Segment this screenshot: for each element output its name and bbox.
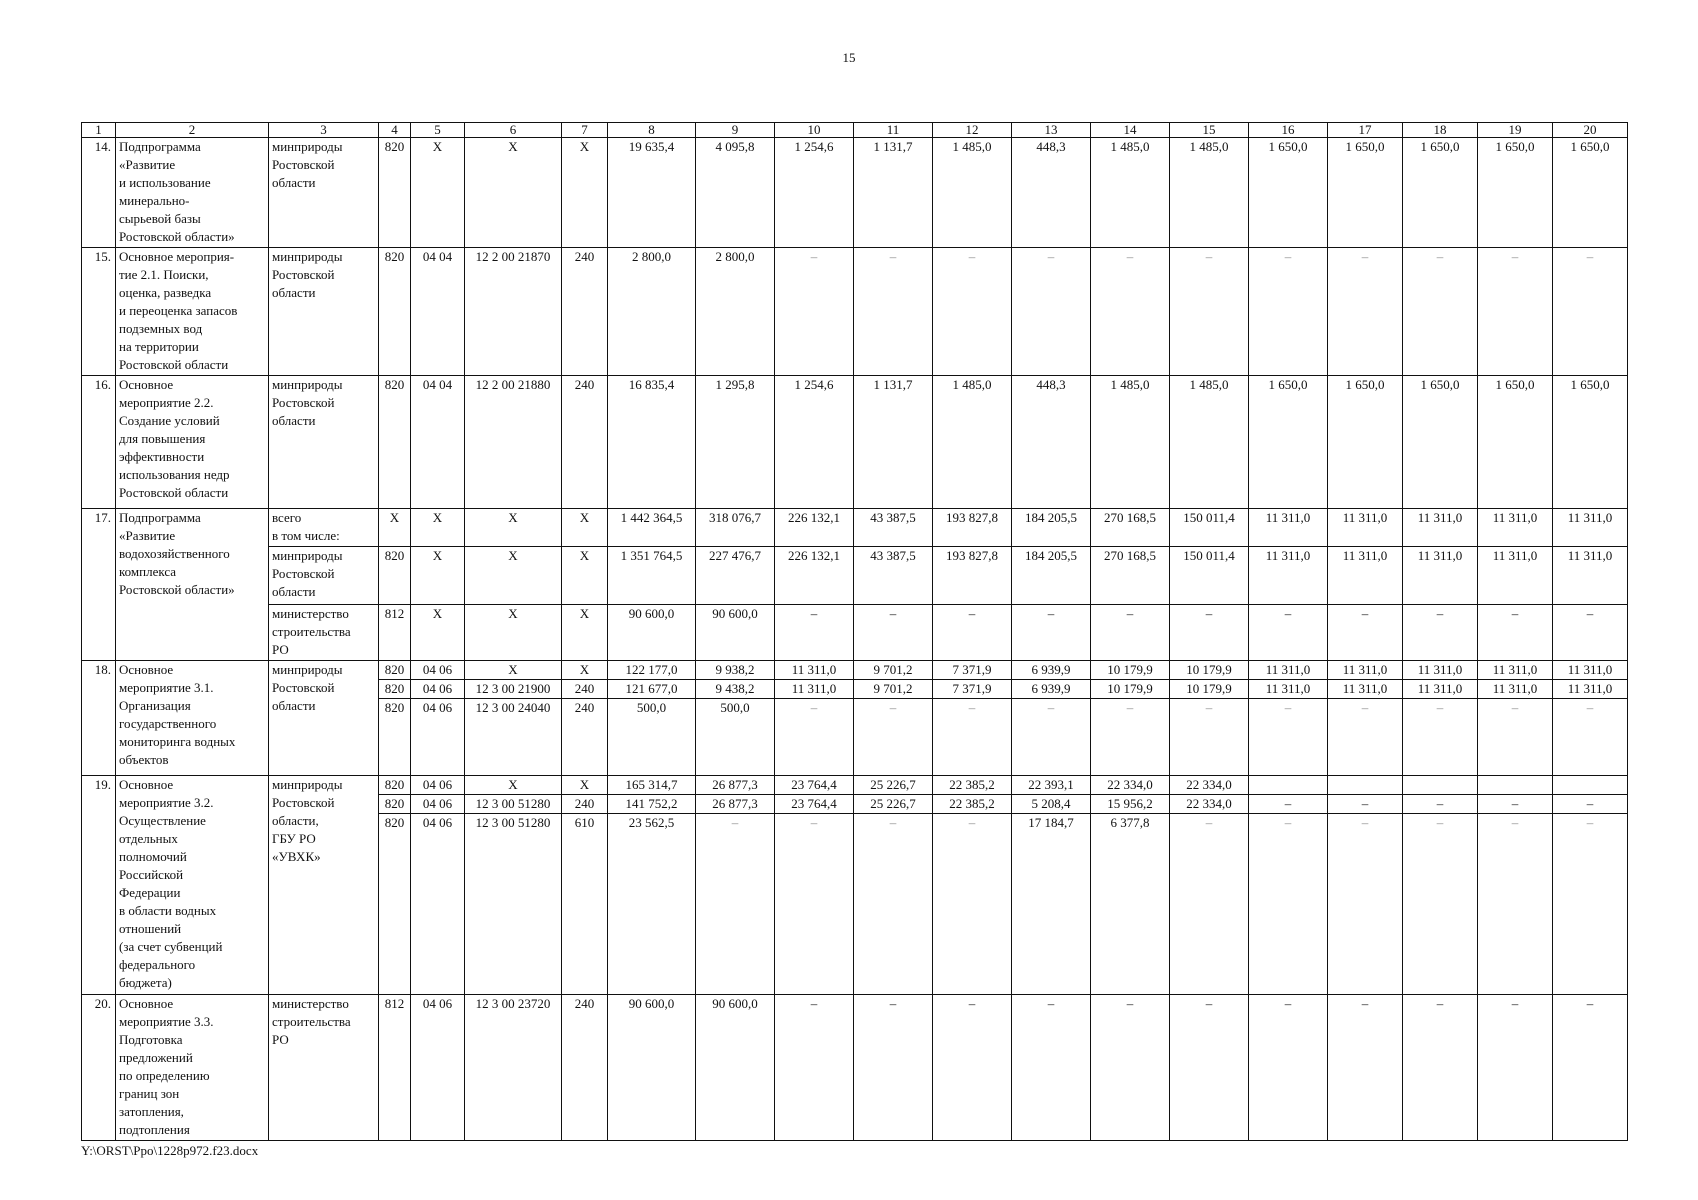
table-cell: –	[1249, 699, 1328, 776]
table-cell: 184 205,5	[1012, 509, 1091, 547]
table-cell: 1 650,0	[1249, 138, 1328, 248]
table-cell: –	[696, 814, 775, 995]
table-cell: –	[1553, 699, 1628, 776]
table-cell: 122 177,0	[608, 661, 696, 680]
table-cell	[1328, 776, 1403, 795]
table-cell: –	[1249, 605, 1328, 661]
table-cell: 04 06	[411, 995, 465, 1141]
table-cell: 04 06	[411, 814, 465, 995]
table-cell: 11 311,0	[1328, 661, 1403, 680]
table-cell: 43 387,5	[854, 509, 933, 547]
table-cell: Х	[465, 605, 562, 661]
table-cell: 12 3 00 51280	[465, 795, 562, 814]
table-cell: –	[1012, 248, 1091, 376]
table-cell: Х	[411, 138, 465, 248]
table-cell: 26 877,3	[696, 776, 775, 795]
table-cell: 12 2 00 21880	[465, 376, 562, 509]
table-cell: минприроды Ростовской области, ГБУ РО «УВХК»	[269, 776, 379, 995]
table-cell: Х	[411, 547, 465, 605]
table-cell: –	[775, 699, 854, 776]
table-cell: 04 06	[411, 680, 465, 699]
table-cell: 23 764,4	[775, 795, 854, 814]
table-cell: Х	[411, 509, 465, 547]
table-cell: 240	[562, 795, 608, 814]
table-cell: –	[1553, 248, 1628, 376]
table-cell: Х	[379, 509, 411, 547]
table-cell: 226 132,1	[775, 509, 854, 547]
column-number-cell: 17	[1328, 123, 1403, 138]
table-cell: –	[1328, 995, 1403, 1141]
table-cell: 1 131,7	[854, 376, 933, 509]
table-cell: 1 650,0	[1403, 138, 1478, 248]
table-cell: 240	[562, 995, 608, 1141]
table-row	[82, 138, 1628, 248]
column-number-cell: 6	[465, 123, 562, 138]
file-path-footer: Y:\ORST\Ppo\1228p972.f23.docx	[81, 1143, 259, 1158]
table-cell: Х	[562, 509, 608, 547]
table-cell: 12 3 00 51280	[465, 814, 562, 995]
table-cell: –	[1091, 699, 1170, 776]
column-number-cell: 8	[608, 123, 696, 138]
table-cell: 240	[562, 699, 608, 776]
table-cell: 04 04	[411, 376, 465, 509]
table-cell: 10 179,9	[1170, 680, 1249, 699]
table-cell: Х	[465, 661, 562, 680]
table-cell: –	[933, 699, 1012, 776]
table-cell: 20.	[82, 995, 116, 1141]
table-cell: 18.	[82, 661, 116, 776]
table-cell: –	[1249, 995, 1328, 1141]
table-cell: 820	[379, 138, 411, 248]
table-cell: минприроды Ростовской области	[269, 376, 379, 509]
table-cell: 19 635,4	[608, 138, 696, 248]
column-number-cell: 11	[854, 123, 933, 138]
table-cell: 1 131,7	[854, 138, 933, 248]
table-cell: 11 311,0	[1403, 661, 1478, 680]
table-cell: –	[1170, 248, 1249, 376]
table-cell: Х	[465, 547, 562, 605]
page-number: 15	[842, 50, 856, 65]
table-cell: –	[1478, 795, 1553, 814]
table-cell: минприроды Ростовской области	[269, 138, 379, 248]
column-number-cell: 20	[1553, 123, 1628, 138]
table-cell: Х	[411, 605, 465, 661]
table-cell: Х	[562, 547, 608, 605]
table-cell: 16.	[82, 376, 116, 509]
table-cell: 10 179,9	[1091, 661, 1170, 680]
table-cell: 1 650,0	[1328, 138, 1403, 248]
table-cell: 2 800,0	[608, 248, 696, 376]
table-cell: 1 295,8	[696, 376, 775, 509]
table-cell: 23 562,5	[608, 814, 696, 995]
table-cell: –	[1403, 248, 1478, 376]
table-cell: 500,0	[608, 699, 696, 776]
table-row	[82, 509, 1628, 547]
table-cell: 6 939,9	[1012, 680, 1091, 699]
table-cell: 9 701,2	[854, 661, 933, 680]
column-number-cell: 5	[411, 123, 465, 138]
table-cell: Х	[562, 605, 608, 661]
table-cell: 1 485,0	[1091, 138, 1170, 248]
table-cell: 11 311,0	[1403, 547, 1478, 605]
column-number-cell: 14	[1091, 123, 1170, 138]
table-cell: 17.	[82, 509, 116, 661]
table-cell: 1 650,0	[1249, 376, 1328, 509]
table-cell: 25 226,7	[854, 776, 933, 795]
table-cell: 10 179,9	[1170, 661, 1249, 680]
table-cell: 6 939,9	[1012, 661, 1091, 680]
table-cell: 2 800,0	[696, 248, 775, 376]
table-cell: 226 132,1	[775, 547, 854, 605]
table-cell: –	[775, 814, 854, 995]
table-cell: Основное мероприятие 3.2. Осуществление отдельных полномочий Российской Федерации в области водных отношений (за счет субвенций федерального бюджета)	[116, 776, 269, 995]
table-cell: –	[933, 248, 1012, 376]
table-cell: 11 311,0	[1403, 509, 1478, 547]
table-cell: 16 835,4	[608, 376, 696, 509]
table-cell	[1403, 776, 1478, 795]
table-row	[82, 661, 1628, 680]
table-cell: 04 06	[411, 776, 465, 795]
column-number-cell: 2	[116, 123, 269, 138]
table-cell: 25 226,7	[854, 795, 933, 814]
table-cell: 820	[379, 814, 411, 995]
table-cell: 11 311,0	[1328, 680, 1403, 699]
table-cell: –	[1012, 699, 1091, 776]
table-cell: 22 334,0	[1091, 776, 1170, 795]
table-cell: –	[775, 248, 854, 376]
table-cell: 1 650,0	[1328, 376, 1403, 509]
table-cell: Основное мероприятие 2.2. Создание условий для повышения эффективности использования недр Ростовской области	[116, 376, 269, 509]
table-cell: –	[1328, 795, 1403, 814]
table-cell: 90 600,0	[696, 605, 775, 661]
column-number-cell: 3	[269, 123, 379, 138]
table-cell: –	[1328, 248, 1403, 376]
table-cell: 11 311,0	[1249, 547, 1328, 605]
table-cell: 1 650,0	[1553, 376, 1628, 509]
table-cell: 26 877,3	[696, 795, 775, 814]
column-number-cell: 13	[1012, 123, 1091, 138]
table-cell: 22 334,0	[1170, 795, 1249, 814]
table-cell: 11 311,0	[1249, 661, 1328, 680]
table-cell: –	[1091, 605, 1170, 661]
table-row	[82, 547, 1628, 605]
table-cell: 4 095,8	[696, 138, 775, 248]
table-cell: –	[854, 699, 933, 776]
table-cell: Х	[465, 509, 562, 547]
table-cell: 270 168,5	[1091, 509, 1170, 547]
table-cell: 141 752,2	[608, 795, 696, 814]
table-cell: всего в том числе:	[269, 509, 379, 547]
table-cell: –	[854, 814, 933, 995]
table-cell: 19.	[82, 776, 116, 995]
table-cell: 240	[562, 248, 608, 376]
table-cell: 22 334,0	[1170, 776, 1249, 795]
table-cell: 1 351 764,5	[608, 547, 696, 605]
table-cell: 150 011,4	[1170, 547, 1249, 605]
table-cell: 193 827,8	[933, 509, 1012, 547]
table-cell: –	[1403, 605, 1478, 661]
table-cell: –	[1091, 995, 1170, 1141]
table-cell: Подпрограмма «Развитие и использование минерально- сырьевой базы Ростовской области»	[116, 138, 269, 248]
table-cell: 1 254,6	[775, 376, 854, 509]
table-row	[82, 776, 1628, 795]
column-number-cell: 18	[1403, 123, 1478, 138]
table-cell: 820	[379, 680, 411, 699]
table-cell: –	[1553, 995, 1628, 1141]
table-cell: 1 485,0	[1091, 376, 1170, 509]
table-cell: –	[1170, 699, 1249, 776]
table-cell: –	[854, 248, 933, 376]
table-cell: –	[1328, 814, 1403, 995]
column-number-cell: 1	[82, 123, 116, 138]
table-cell: 23 764,4	[775, 776, 854, 795]
table-cell: 820	[379, 776, 411, 795]
table-cell: –	[1403, 814, 1478, 995]
table-cell: 9 938,2	[696, 661, 775, 680]
table-row	[82, 605, 1628, 661]
table-cell: –	[1478, 995, 1553, 1141]
table-cell: 04 06	[411, 699, 465, 776]
table-cell: 12 3 00 24040	[465, 699, 562, 776]
column-number-cell: 4	[379, 123, 411, 138]
table-cell: 11 311,0	[1553, 547, 1628, 605]
table-cell: –	[1478, 248, 1553, 376]
table-cell: 11 311,0	[1553, 509, 1628, 547]
table-cell: 15 956,2	[1091, 795, 1170, 814]
table-cell: минприроды Ростовской области	[269, 248, 379, 376]
table-cell: Х	[465, 138, 562, 248]
table-cell: 11 311,0	[1249, 509, 1328, 547]
table-cell: –	[1249, 248, 1328, 376]
table-cell: 1 485,0	[1170, 376, 1249, 509]
table-cell: –	[854, 995, 933, 1141]
table-cell: –	[1478, 605, 1553, 661]
table-cell	[1478, 776, 1553, 795]
table-cell: –	[933, 814, 1012, 995]
table-cell: –	[775, 995, 854, 1141]
table-cell: минприроды Ростовской области	[269, 661, 379, 776]
table-row	[82, 995, 1628, 1141]
table-cell: 184 205,5	[1012, 547, 1091, 605]
table-cell: 12 3 00 23720	[465, 995, 562, 1141]
table-cell: 812	[379, 605, 411, 661]
table-cell: 1 254,6	[775, 138, 854, 248]
table-cell: 121 677,0	[608, 680, 696, 699]
table-cell: 90 600,0	[696, 995, 775, 1141]
table-cell: 1 650,0	[1403, 376, 1478, 509]
table-cell: –	[1012, 995, 1091, 1141]
table-cell: 240	[562, 680, 608, 699]
table-cell: –	[1478, 699, 1553, 776]
table-cell: –	[1249, 795, 1328, 814]
table-cell: 448,3	[1012, 376, 1091, 509]
table-cell: 1 485,0	[1170, 138, 1249, 248]
table-cell: 1 442 364,5	[608, 509, 696, 547]
table-cell: 227 476,7	[696, 547, 775, 605]
table-cell: 22 385,2	[933, 776, 1012, 795]
table-cell: –	[1170, 995, 1249, 1141]
table-cell: –	[1553, 814, 1628, 995]
table-cell: 11 311,0	[1328, 547, 1403, 605]
table-cell: 1 650,0	[1478, 376, 1553, 509]
table-cell: 12 2 00 21870	[465, 248, 562, 376]
table-cell: –	[1403, 699, 1478, 776]
table-cell: 270 168,5	[1091, 547, 1170, 605]
table-cell: 11 311,0	[775, 680, 854, 699]
table-cell: Х	[465, 776, 562, 795]
table-row	[82, 376, 1628, 509]
table-row	[82, 248, 1628, 376]
table-cell: 11 311,0	[1478, 509, 1553, 547]
table-cell: Основное мероприятие 3.3. Подготовка предложений по определению границ зон затопления, подтопления	[116, 995, 269, 1141]
table-cell: –	[1403, 995, 1478, 1141]
table-cell: 22 393,1	[1012, 776, 1091, 795]
column-number-row	[82, 123, 1628, 138]
table-cell: минприроды Ростовской области	[269, 547, 379, 605]
table-cell: –	[933, 995, 1012, 1141]
table-cell: 11 311,0	[1478, 680, 1553, 699]
table-cell: –	[1170, 814, 1249, 995]
table-cell: 812	[379, 995, 411, 1141]
table-cell: 43 387,5	[854, 547, 933, 605]
table-cell: –	[1403, 795, 1478, 814]
table-cell: 11 311,0	[1328, 509, 1403, 547]
table-cell: 500,0	[696, 699, 775, 776]
table-cell: 9 438,2	[696, 680, 775, 699]
table-body	[82, 138, 1628, 1141]
table-cell: 04 06	[411, 795, 465, 814]
column-number-cell: 15	[1170, 123, 1249, 138]
column-number-cell: 16	[1249, 123, 1328, 138]
table-cell: 820	[379, 376, 411, 509]
table-cell: 1 485,0	[933, 138, 1012, 248]
table-cell: министерство строительства РО	[269, 605, 379, 661]
table-cell: 90 600,0	[608, 605, 696, 661]
table-cell: 9 701,2	[854, 680, 933, 699]
column-number-cell: 9	[696, 123, 775, 138]
table-cell: –	[775, 605, 854, 661]
table-cell: Основное мероприя- тие 2.1. Поиски, оценка, разведка и переоценка запасов подземных вод на территории Ростовской области	[116, 248, 269, 376]
table-cell: 165 314,7	[608, 776, 696, 795]
table-cell: –	[1553, 605, 1628, 661]
table-cell: –	[933, 605, 1012, 661]
table-cell: –	[1091, 248, 1170, 376]
table-cell: 11 311,0	[1553, 661, 1628, 680]
table-cell: 820	[379, 661, 411, 680]
table-cell: 04 06	[411, 661, 465, 680]
table-cell: –	[1328, 605, 1403, 661]
table-cell: 17 184,7	[1012, 814, 1091, 995]
table-cell: 1 650,0	[1478, 138, 1553, 248]
table-cell: 1 485,0	[933, 376, 1012, 509]
table-cell: Основное мероприятие 3.1. Организация государственного мониторинга водных объектов	[116, 661, 269, 776]
table-cell: 820	[379, 699, 411, 776]
table-cell: 7 371,9	[933, 680, 1012, 699]
table-cell: Х	[562, 776, 608, 795]
table-cell: 12 3 00 21900	[465, 680, 562, 699]
table-cell: Х	[562, 138, 608, 248]
table-cell: 22 385,2	[933, 795, 1012, 814]
table-cell: 14.	[82, 138, 116, 248]
table-cell: 11 311,0	[1478, 661, 1553, 680]
column-number-cell: 7	[562, 123, 608, 138]
table-cell: 10 179,9	[1091, 680, 1170, 699]
table-cell	[1553, 776, 1628, 795]
table-cell: 5 208,4	[1012, 795, 1091, 814]
table-cell: 11 311,0	[1249, 680, 1328, 699]
table-cell: –	[1553, 795, 1628, 814]
table-cell: 11 311,0	[1403, 680, 1478, 699]
column-number-cell: 10	[775, 123, 854, 138]
table-cell: –	[1170, 605, 1249, 661]
table-cell: 7 371,9	[933, 661, 1012, 680]
table-cell: 240	[562, 376, 608, 509]
table-cell: 610	[562, 814, 608, 995]
table-cell: 193 827,8	[933, 547, 1012, 605]
table-cell: 150 011,4	[1170, 509, 1249, 547]
budget-table	[81, 122, 1628, 1141]
table-cell: –	[1478, 814, 1553, 995]
table-cell: –	[1012, 605, 1091, 661]
column-number-cell: 12	[933, 123, 1012, 138]
table-cell: 11 311,0	[1478, 547, 1553, 605]
table-cell: 820	[379, 248, 411, 376]
table-cell: 6 377,8	[1091, 814, 1170, 995]
table-cell: 11 311,0	[775, 661, 854, 680]
table-cell: 820	[379, 547, 411, 605]
table-cell: 04 04	[411, 248, 465, 376]
table-cell: 90 600,0	[608, 995, 696, 1141]
table-cell	[1249, 776, 1328, 795]
table-cell: 318 076,7	[696, 509, 775, 547]
table-cell: министерство строительства РО	[269, 995, 379, 1141]
table-cell: Х	[562, 661, 608, 680]
table-cell: –	[854, 605, 933, 661]
table-cell: 1 650,0	[1553, 138, 1628, 248]
table-cell: –	[1328, 699, 1403, 776]
table-cell: 11 311,0	[1553, 680, 1628, 699]
column-number-cell: 19	[1478, 123, 1553, 138]
table-cell: 448,3	[1012, 138, 1091, 248]
table-cell: Подпрограмма «Развитие водохозяйственного комплекса Ростовской области»	[116, 509, 269, 661]
table-cell: 820	[379, 795, 411, 814]
table-cell: 15.	[82, 248, 116, 376]
table-cell: –	[1249, 814, 1328, 995]
